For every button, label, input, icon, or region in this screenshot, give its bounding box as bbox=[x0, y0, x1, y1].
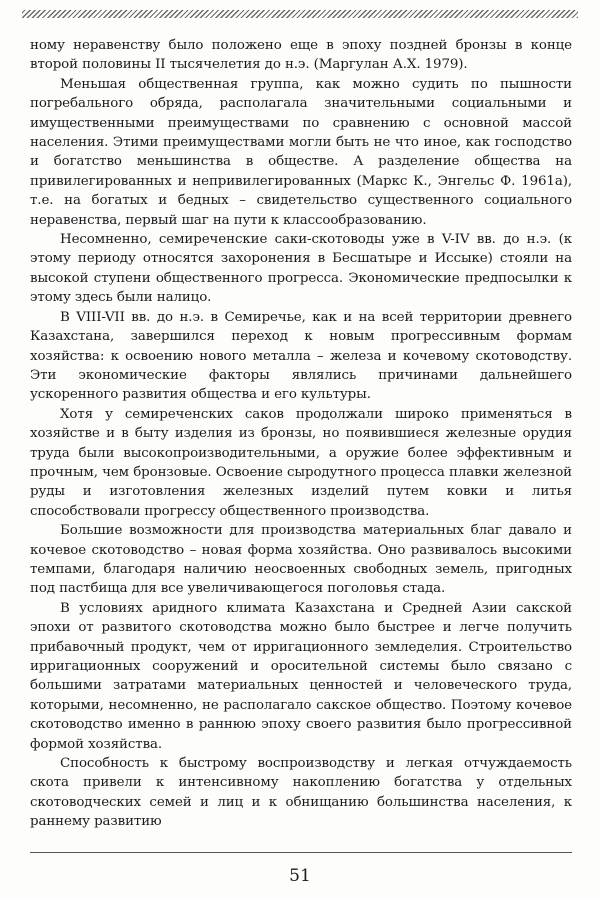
paragraph-2: Меньшая общественная группа, как можно судить по пышности погребального обряда, располагала значительными социальными и имущественными преимуществами по сравнению с основной массой населения. Этими преимуществами могли быть не что иное, как господство и богатство меньшинства в обществе. А разделение общества на привилегированных и непривилегированных (Маркс К., Энгельс Ф. 1961а), т.е. на богатых и бедных – свидетельство существенного социального неравенства, первый шаг на пути к классообразованию. bbox=[30, 76, 572, 228]
paragraph-1: ному неравенству было положено еще в эпоху поздней бронзы в конце второй половины II тысячелетия до н.э. (Маргулан А.Х. 1979). bbox=[30, 38, 572, 73]
page-number: 51 bbox=[289, 866, 311, 886]
paragraph-3: Несомненно, семиреченские саки-скотоводы уже в V-IV вв. до н.э. (к этому периоду относятся захоронения в Бесшатыре и Иссыке) стояли на высокой ступени общественного прогресса. Экономические предпосылки к этому здесь были налицо. bbox=[30, 232, 572, 306]
paragraph-6: Большие возможности для производства материальных благ давало и кочевое скотоводство – новая форма хозяйства. Оно развивалось высокими темпами, благодаря наличию неосвоенных свободных земель, пригодных под пастбища для все увеличивающегося поголовья стада. bbox=[30, 523, 572, 597]
paragraph-7: В условиях аридного климата Казахстана и Средней Азии сакской эпохи от развитого скотоводства можно было быстрее и легче получить прибавочный продукт, чем от ирригационного земледелия. Строительство ирригационных сооружений и оросительной системы было связано с большими затратами материальных ценностей и человеческого труда, которыми, несомненно, не располагало сакское общество. Поэтому кочевое скотоводство именно в раннюю эпоху своего развития было прогрессивной формой хозяйства. bbox=[30, 600, 572, 752]
body-text bbox=[30, 36, 572, 832]
footer-rule bbox=[30, 852, 572, 853]
top-ornament-border bbox=[22, 10, 578, 18]
paragraph-4: В VIII-VII вв. до н.э. в Семиречье, как и на всей территории древнего Казахстана, завершился переход к новым прогрессивным формам хозяйства: к освоению нового металла – железа и кочевому скотоводству. Эти экономические факторы являлись причинами дальнейшего ускоренного развития общества и его культуры. bbox=[30, 309, 572, 403]
paragraph-8: Способность к быстрому воспроизводству и легкая отчуждаемость скота привели к интенсивному накоплению богатства у отдельных скотоводческих семей и лиц и к обнищанию большинства населения, к раннему развитию bbox=[30, 756, 572, 830]
paragraph-5: Хотя у семиреченских саков продолжали широко применяться в хозяйстве и в быту изделия из бронзы, но появившиеся железные орудия труда были высокопроизводительными, а оружие более эффективным и прочным, чем бронзовые. Освоение сыродутного процесса плавки железной руды и изготовления железных изделий путем ковки и литья способствовали прогрессу общественного производства. bbox=[30, 406, 572, 519]
